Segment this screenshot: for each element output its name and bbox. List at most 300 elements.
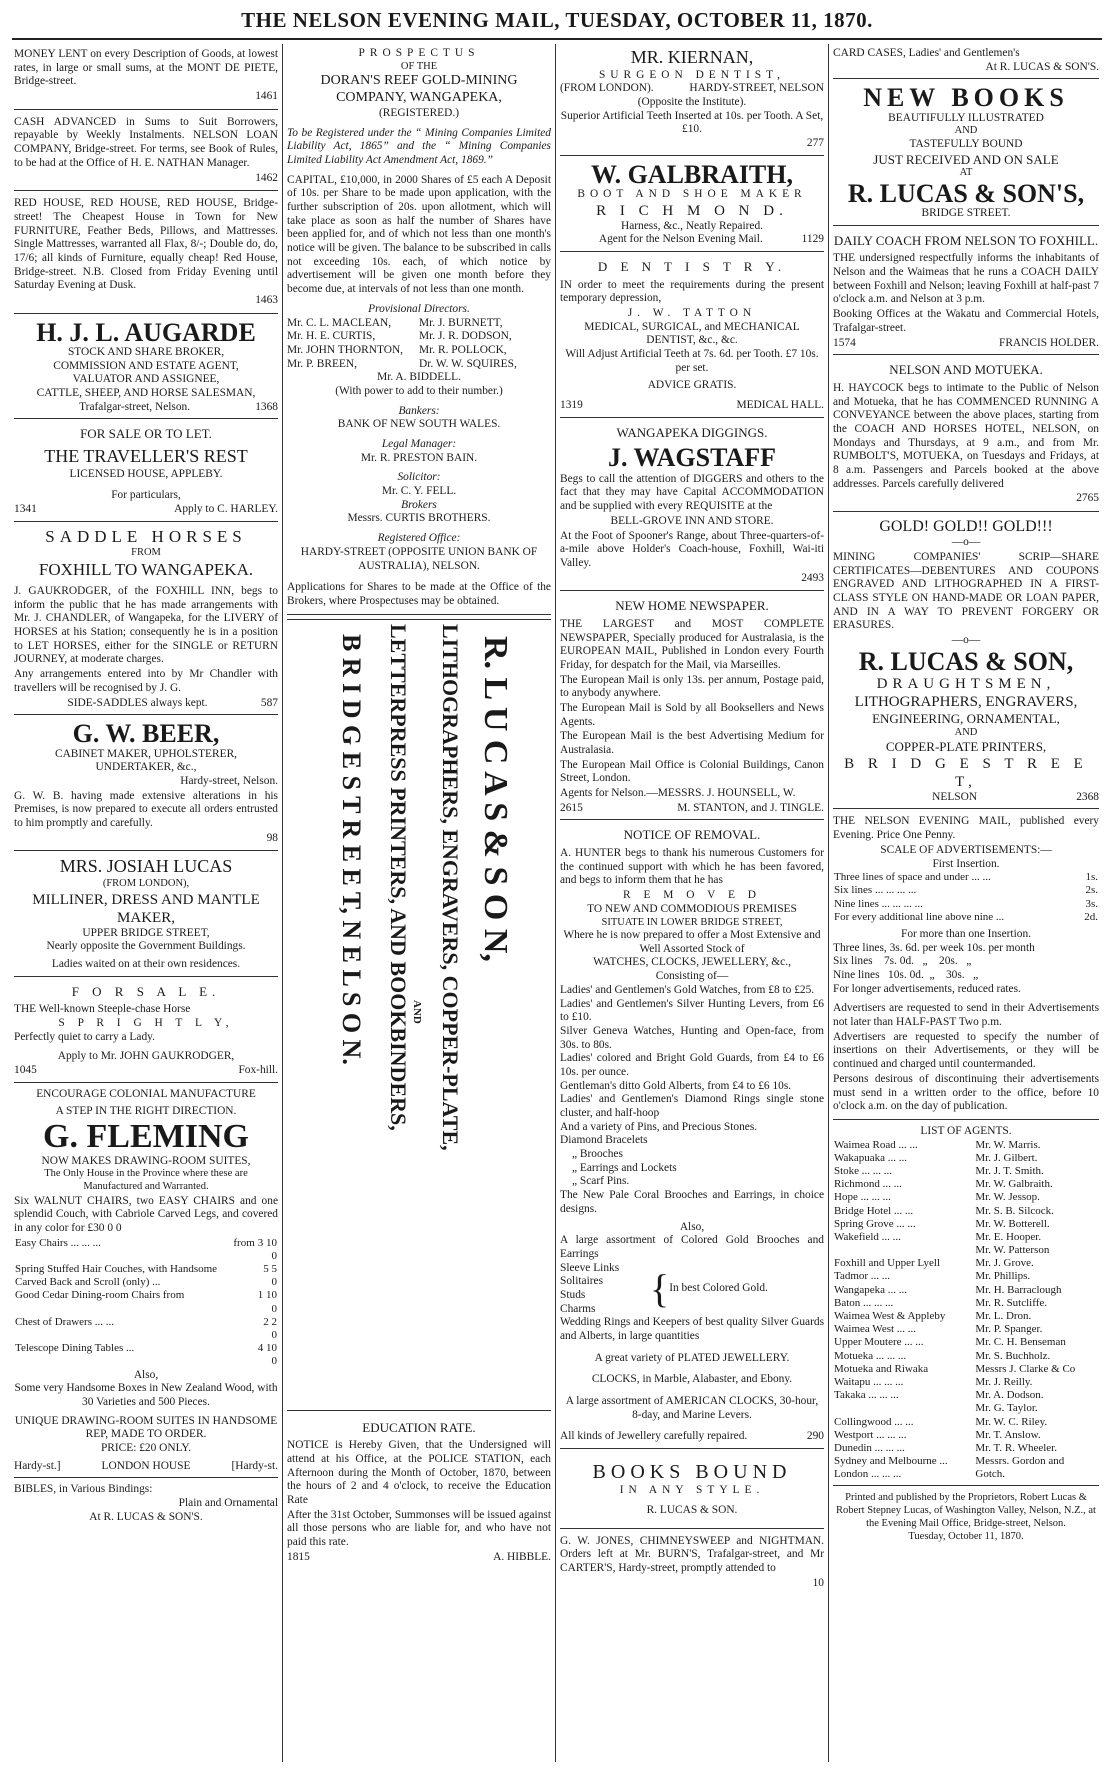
table-cell: Waitapu ... ... ...: [834, 1375, 904, 1388]
table-cell: Mr. W. Galbraith.: [975, 1178, 1053, 1191]
list-item: „ Earrings and Lockets: [572, 1161, 677, 1174]
ad-line: At R. LUCAS & SON'S.: [985, 60, 1099, 73]
ad-line: A. HIBBLE.: [493, 1550, 551, 1563]
ad-line: A great variety of PLATED JEWELLERY.: [594, 1351, 790, 1364]
table-cell: For every additional line above nine ...: [834, 910, 1005, 923]
ad-line: AT: [959, 167, 973, 179]
table-row: [833, 1389, 1099, 1402]
ad-line: BELL-GROVE INN AND STORE.: [610, 514, 774, 527]
table-cell: Mr. Phillips.: [975, 1270, 1031, 1283]
ad-title: MILLINER, DRESS AND MANTLE: [32, 891, 260, 908]
table-row: [14, 1289, 278, 1315]
table-row: [833, 911, 1099, 924]
ad-number: 2615: [560, 801, 583, 814]
table-cell: Motueka ... ... ...: [834, 1349, 907, 1362]
ad-line: SITUATE IN LOWER BRIDGE STREET,: [601, 916, 783, 928]
ad-number: 98: [266, 831, 278, 844]
ad-line: Some very Handsome Boxes in New Zealand Wood, with 30 Varieties and 500 Pieces.: [14, 1382, 278, 1408]
ad-jones-chimneysweep: [560, 1531, 824, 1596]
column-3: [560, 44, 824, 1762]
table-cell: Hope ... ... ...: [834, 1191, 891, 1204]
ad-line: The Only House in the Province where these are Manufactured and Warranted.: [44, 1168, 248, 1192]
table-cell: Chest of Drawers ... ...: [15, 1315, 114, 1328]
ad-text: NOTICE is Hereby Given, that the Undersigned will attend at his Office, at the POLICE STATION, each Afternoon during the Month of October, 1870, between the hours of 2 and 4 o'clock, to receive the Education Rate: [287, 1439, 551, 1506]
ad-text: After the 31st October, Summonses will be issued against all those persons who are liable for, and who have not paid this rate.: [287, 1508, 551, 1548]
table-cell: Mr. J. T. Smith.: [975, 1164, 1044, 1177]
table-row: [833, 898, 1099, 911]
ad-line: Nearly opposite the Government Buildings.: [46, 940, 246, 953]
list-item: Ladies' and Gentlemen's Diamond Rings single stone cluster, and half-hoop: [560, 1093, 824, 1120]
ad-line: HARDY-STREET (OPPOSITE UNION BANK OF AUSTRALIA), NELSON.: [300, 545, 538, 572]
ornament: —o—: [951, 536, 981, 549]
ad-line: Perfectly quiet to carry a Lady.: [14, 1030, 155, 1043]
ad-line: JUST RECEIVED AND ON SALE: [873, 151, 1059, 167]
table-row: [833, 1231, 1099, 1244]
ad-text: MONEY LENT on every Description of Goods, at lowest rates, in large or small sums, at the MONT DE PIETE, Bridge-street.: [14, 48, 278, 88]
table-cell: Takaka ... ... ...: [834, 1389, 899, 1402]
director: Mr. R. POLLOCK,: [419, 343, 507, 356]
ad-line: A large assortment of AMERICAN CLOCKS, 30-hour, 8-day, and Marine Levers.: [565, 1395, 819, 1421]
table-cell: Mr. H. Barraclough: [975, 1283, 1062, 1296]
ad-text: The European Mail is Sold by all Booksellers and News Agents.: [560, 701, 824, 728]
table-cell: Good Cedar Dining-room Chairs from: [15, 1289, 185, 1302]
table-row: [833, 1402, 1099, 1415]
table-cell: Easy Chairs ... ... ...: [15, 1236, 101, 1249]
ad-line: For longer advertisements, reduced rates.: [833, 982, 1021, 995]
ornament: —o—: [951, 634, 981, 646]
table-cell: from: [233, 1236, 255, 1249]
ad-line: Ladies waited on at their own residences.: [51, 957, 241, 970]
table-cell: Nine lines ... ... ... ...: [834, 897, 923, 910]
ad-line: VALUATOR AND ASSIGNEE,: [72, 373, 220, 386]
table-row: [833, 1270, 1099, 1283]
ad-text: BIBLES, in Various Bindings:: [14, 1483, 153, 1496]
ad-heading: GOLD! GOLD!! GOLD!!!: [879, 518, 1053, 535]
list-item: Charms: [560, 1302, 596, 1315]
ad-line: (FROM LONDON).: [560, 82, 654, 95]
list-item: Ladies' and Gentlemen's Silver Hunting Levers, from £6 to £10.: [560, 997, 824, 1024]
ad-number: 10: [812, 1576, 824, 1589]
ad-line: Registered Office:: [377, 532, 461, 545]
banner-line: LITHOGRAPHERS, ENGRAVERS, COPPER-PLATE,: [438, 623, 463, 1151]
ad-address: HARDY-STREET, NELSON: [689, 82, 824, 95]
table-row: [833, 1178, 1099, 1191]
ad-text: A large assortment of Colored Gold Brooches and Earrings: [560, 1234, 824, 1260]
ad-title: SADDLE HORSES: [45, 526, 247, 546]
ad-text: Six WALNUT CHAIRS, two EASY CHAIRS and one splendid Couch, with Cabriole Carved Legs, and covered in any color for £30 0 0: [14, 1194, 278, 1234]
ad-line: TO NEW AND COMMODIOUS PREMISES: [587, 902, 797, 915]
ad-title: R. LUCAS & SON,: [858, 646, 1074, 676]
ad-title: J. W. TATTON: [627, 307, 757, 320]
column-1: [14, 44, 278, 1762]
table-cell: Mr. C. H. Benseman: [975, 1336, 1066, 1349]
ad-number: 587: [260, 696, 278, 709]
ad-line: Mr. C. Y. FELL.: [381, 485, 457, 498]
ad-line: ENGINEERING, ORNAMENTAL,: [872, 710, 1060, 726]
list-item: Ladies' and Gentlemen's Gold Watches, from £8 to £25.: [560, 983, 815, 996]
ad-line: In best Colored Gold.: [669, 1282, 768, 1295]
ad-number: 277: [806, 137, 824, 150]
banner-line: R. L U C A S & S O N,: [477, 635, 514, 962]
rate-line: Three lines, 3s. 6d. per week 10s. per month: [833, 941, 1035, 954]
ad-number: 1368: [255, 400, 278, 413]
ad-text: THE undersigned respectfully informs the inhabitants of Nelson and the Waimeas that he runs a COACH DAILY between Foxhill and Nelson; leaving Foxhill at half-past 7 o'clock a.m. and Nelson at 3 p.m.: [833, 252, 1099, 306]
table-row: [14, 1316, 278, 1342]
ad-wangapeka-diggings: [560, 420, 824, 591]
ad-line: Mr. R. PRESTON BAIN.: [360, 451, 478, 464]
ad-heading: DORAN'S REEF GOLD-MINING COMPANY, WANGAPEKA,: [320, 73, 518, 106]
ad-line: COPPER-PLATE PRINTERS,: [885, 739, 1047, 755]
ad-heading: FOR SALE OR TO LET.: [80, 426, 212, 442]
ad-line: Apply to C. HARLEY.: [174, 502, 278, 515]
table-cell: Collingwood ... ...: [834, 1415, 914, 1428]
table-cell: [833, 1244, 974, 1257]
brace-icon: {: [650, 1265, 670, 1311]
table-row: [833, 1139, 1099, 1152]
table-cell: Tadmor ... ...: [834, 1270, 891, 1283]
ad-heading: WANGAPEKA DIGGINGS.: [616, 424, 768, 440]
ad-address: BRIDGE STREET.: [921, 207, 1011, 220]
ad-bibles: [14, 1480, 278, 1528]
table-cell: 2 2 0: [263, 1315, 277, 1341]
ad-line: UNIQUE DRAWING-ROOM SUITES IN HANDSOME REP, MADE TO ORDER.: [14, 1414, 278, 1441]
ad-address: UPPER BRIDGE STREET,: [82, 926, 210, 939]
ad-text: CARD CASES, Ladies' and Gentlemen's: [833, 47, 1020, 59]
directors-list: [287, 317, 551, 372]
list-item: The New Pale Coral Brooches and Earrings, in choice designs.: [560, 1189, 824, 1215]
ad-heading: EDUCATION RATE.: [362, 1419, 476, 1435]
ad-red-house: [14, 193, 278, 314]
ad-fleming: [14, 1085, 278, 1479]
ad-heading: W. GALBRAITH,: [590, 159, 794, 189]
table-row: [833, 1284, 1099, 1297]
table-row: [833, 1363, 1099, 1376]
ad-heading: MRS. JOSIAH LUCAS: [59, 856, 233, 877]
table-cell: Three lines of space and under ... ...: [834, 871, 991, 884]
ad-address: NELSON: [932, 790, 978, 803]
ad-line: UNDERTAKER, &c.,: [95, 761, 197, 774]
ad-line: TASTEFULLY BOUND: [909, 137, 1023, 150]
ad-line: R. LUCAS & SON.: [646, 1503, 738, 1516]
table-row: [833, 1310, 1099, 1323]
ad-line: WATCHES, CLOCKS, JEWELLERY, &c.,: [593, 956, 791, 969]
ad-heading: D E N T I S T R Y.: [597, 259, 787, 275]
ad-line: All kinds of Jewellery carefully repaired.: [560, 1430, 748, 1443]
ad-line: Provisional Directors.: [368, 302, 470, 315]
ad-text: Booking Offices at the Wakatu and Commercial Hotels, Trafalgar-street.: [833, 308, 1099, 334]
table-cell: Dunedin ... ... ...: [834, 1441, 905, 1454]
ad-line: Also,: [679, 1220, 705, 1233]
table-cell: [833, 1402, 974, 1415]
director: Mr. H. E. CURTIS,: [287, 330, 376, 343]
table-row: [833, 1191, 1099, 1204]
table-cell: Mr. A. Dodson.: [975, 1389, 1044, 1402]
table-cell: Wakefield ... ...: [834, 1230, 901, 1243]
imprint: [833, 1488, 1099, 1548]
director: Mr. A. BIDDELL.: [377, 371, 461, 384]
ad-number: 1815: [287, 1550, 310, 1563]
ad-title: SURGEON DENTIST,: [598, 68, 786, 81]
ad-text: Applications for Shares to be made at the Office of the Brokers, where Prospectuses may be obtained.: [287, 581, 551, 607]
table-cell: Mr. T. R. Wheeler.: [975, 1441, 1057, 1454]
ad-line: First Insertion.: [932, 857, 1000, 870]
table-cell: Mr. G. Taylor.: [975, 1402, 1038, 1415]
ad-title: R I C H M O N D.: [596, 202, 788, 219]
ad-heading: SCALE OF ADVERTISEMENTS:—: [880, 843, 1052, 856]
ad-line: At R. LUCAS & SON'S.: [89, 1510, 203, 1523]
ad-augarde: [14, 316, 278, 420]
ad-line: COMMISSION AND ESTATE AGENT,: [53, 359, 239, 372]
ad-line: Agent for the Nelson Evening Mail.: [598, 233, 763, 246]
table-cell: Mr. W. Patterson: [975, 1244, 1050, 1257]
ad-number: 2765: [1076, 492, 1099, 505]
ad-mrs-lucas: [14, 853, 278, 976]
ad-title: THE TRAVELLER'S REST: [44, 446, 248, 467]
imprint-text: Printed and published by the Proprietors, Robert Lucas & Robert Stepney Lucas, of Washington Valley, Nelson, N.Z., at the Evening Mail Office, Bridge-street, Nelson.: [836, 1492, 1096, 1529]
list-item: Silver Geneva Watches, Hunting and Open-face, from 30s. to 80s.: [560, 1024, 824, 1051]
ad-line: ADVICE GRATIS.: [647, 379, 737, 392]
ad-address: Hardy-street, Nelson.: [180, 774, 278, 787]
table-cell: [232, 1263, 255, 1289]
ad-education-rate: [287, 1415, 551, 1569]
table-cell: Mr. W. Botterell.: [975, 1217, 1050, 1230]
table-row: [833, 1429, 1099, 1442]
table-cell: 1s.: [1085, 871, 1098, 884]
table-row: [833, 1152, 1099, 1165]
list-of-agents: [833, 1122, 1099, 1487]
ad-line: Consisting of—: [655, 970, 729, 983]
table-cell: 1 10 0: [257, 1289, 277, 1315]
director: Mr. C. L. MACLEAN,: [287, 316, 392, 329]
ad-line: CATTLE, SHEEP, AND HORSE SALESMAN,: [36, 387, 256, 400]
ad-heading: F O R S A L E.: [71, 983, 221, 999]
ad-heading: NELSON AND MOTUEKA.: [889, 362, 1043, 378]
table-row: [833, 1165, 1099, 1178]
ad-number: 1341: [14, 502, 37, 515]
ad-text: The European Mail Office is Colonial Buildings, Canon Street, London.: [560, 758, 824, 785]
ad-line: BOOT AND SHOE MAKER: [577, 188, 807, 201]
ad-text: Any arrangements entered into by Mr Chandler with travellers will be recognised by J. G.: [14, 668, 278, 694]
table-cell: Spring Stuffed Hair Couches, with Handsome Carved Back and Scroll (only) ...: [15, 1263, 218, 1289]
ad-books-bound: [560, 1451, 824, 1528]
ad-number: 1319: [560, 399, 583, 412]
table-cell: Messrs J. Clarke & Co: [975, 1362, 1076, 1375]
imprint-date: Tuesday, October 11, 1870.: [908, 1531, 1024, 1543]
ad-number: 1463: [255, 294, 278, 306]
column-divider: [282, 44, 283, 1762]
list-item: Sleeve Links: [560, 1261, 620, 1274]
table-cell: Six lines ... ... ... ...: [834, 884, 917, 897]
ad-line: FROM: [131, 547, 161, 559]
ad-title: J. WAGSTAFF: [607, 443, 777, 473]
rate-line: Six lines 7s. 0d. „ 20s. „: [833, 955, 972, 968]
ad-line: AND: [954, 125, 978, 137]
ad-line: Will Adjust Artificial Teeth at 7s. 6d. per Tooth. £7 10s. per set.: [565, 348, 819, 374]
ad-line: A STEP IN THE RIGHT DIRECTION.: [55, 1105, 237, 1118]
ad-text: Persons desirous of discontinuing their advertisements must send in a written order to the office, before 10 o'clock a.m. on the day of publication.: [833, 1072, 1099, 1113]
table-cell: Waimea West ... ...: [834, 1323, 917, 1336]
ad-title: R E M O V E D: [623, 889, 761, 902]
table-row: [833, 1323, 1099, 1336]
table-row: [833, 1205, 1099, 1218]
ad-address: Trafalgar-street, Nelson.: [79, 400, 191, 413]
table-row: [833, 1297, 1099, 1310]
table-cell: [232, 1316, 255, 1342]
ad-new-books: [833, 81, 1099, 225]
list-item: Gentleman's ditto Gold Alberts, from £4 to £6 10s.: [560, 1079, 792, 1092]
ad-text: Begs to call the attention of DIGGERS and others to the fact that they may have Capital ACCOMMODATION and be supplied with every REQUISITE at the: [560, 472, 824, 513]
list-item: Studs: [560, 1288, 586, 1301]
ad-nelson-motueka: [833, 357, 1099, 512]
table-cell: Mr. S. Buchholz.: [975, 1349, 1051, 1362]
column-divider: [828, 44, 829, 1762]
ad-title: FOXHILL TO WANGAPEKA.: [38, 559, 254, 579]
banner-line: LETTERPRESS PRINTERS, AND BOOKBINDERS,: [386, 623, 411, 1131]
ad-line: FRANCIS HOLDER.: [999, 336, 1099, 349]
ad-text: MINING COMPANIES' SCRIP—SHARE CERTIFICATES—DEBENTURES AND COUPONS ENGRAVED AND LITHOGRAPHED IN A FIRST-CLASS STYLE ON HAND-MADE OR LOAN PAPER, AND IN A WAY TO PREVENT FORGERY OR ERASURES.: [833, 550, 1099, 632]
table-cell: Mr. E. Hooper.: [975, 1230, 1042, 1243]
list-item: „ Brooches: [572, 1148, 623, 1161]
ad-line: (FROM LONDON),: [102, 877, 190, 889]
ad-heading: DAILY COACH FROM NELSON TO FOXHILL.: [833, 232, 1099, 248]
table-row: [833, 1244, 1099, 1257]
table-cell: 2s.: [1085, 884, 1098, 897]
ad-line: PRICE: £20 ONLY.: [100, 1441, 192, 1454]
ad-beer: [14, 717, 278, 851]
table-cell: Mr. L. Dron.: [975, 1310, 1032, 1323]
table-cell: [232, 1342, 255, 1368]
ad-line: For more than one Insertion.: [900, 927, 1031, 940]
table-cell: Mr. W. Jessop.: [975, 1191, 1040, 1204]
ad-line: Harness, &c., Neatly Repaired.: [620, 219, 764, 232]
ad-line: DRAUGHTSMEN,: [876, 675, 1056, 692]
list-item: Ladies' colored and Bright Gold Guards, from £4 to £6 10s. per ounce.: [560, 1052, 824, 1078]
table-cell: Baton ... ... ...: [834, 1296, 894, 1309]
column-4: [833, 44, 1099, 1762]
table-row: [833, 1416, 1099, 1429]
table-cell: Richmond ... ...: [834, 1178, 902, 1191]
ad-line: Apply to Mr. JOHN GAUKRODGER,: [57, 1050, 235, 1063]
table-cell: Mr. W. Marris.: [975, 1138, 1041, 1151]
ad-title: MAKER,: [117, 909, 175, 926]
ad-for-sale-horse: [14, 979, 278, 1083]
ad-title: S P R I G H T L Y,: [58, 1016, 234, 1029]
ad-line: AND: [954, 726, 978, 738]
ad-line: Plain and Ornamental: [178, 1497, 278, 1509]
ad-line: STOCK AND SHARE BROKER,: [67, 345, 225, 358]
table-cell: Spring Grove ... ...: [834, 1217, 916, 1230]
ad-for-sale-or-let: [14, 421, 278, 521]
table-cell: Stoke ... ... ...: [834, 1164, 893, 1177]
table-cell: Gotch.: [975, 1468, 1006, 1481]
director: Mr. J. BURNETT,: [419, 316, 503, 329]
ad-line: LICENSED HOUSE, APPLEBY.: [69, 467, 223, 480]
ad-text: G. W. JONES, CHIMNEYSWEEP and NIGHTMAN. Orders left at Mr. BURN'S, Trafalgar-street, and Mr CARTER'S, Hardy-street, promptly attended to: [560, 1534, 824, 1574]
director: Mr. P. BREEN,: [287, 357, 357, 370]
ad-text: THE NELSON EVENING MAIL, published every Evening. Price One Penny.: [833, 815, 1099, 842]
ad-cash-advanced: [14, 112, 278, 191]
table-cell: Mr. J. Gilbert.: [975, 1151, 1038, 1164]
list-item: Solitaires: [560, 1275, 604, 1288]
table-row: [833, 871, 1099, 884]
ad-text: Agents for Nelson.—MESSRS. J. HOUNSELL, W.: [560, 787, 796, 800]
table-row: [833, 1455, 1099, 1468]
ad-text: H. HAYCOCK begs to intimate to the Public of Nelson and Motueka, that he has COMMENCED RUNNING A CONVEYANCE between the above places, starting from the COACH AND HORSES HOTEL, NELSON, on Mondays and Thursdays, at 9 a.m., and from Mr. RUMBOLT'S, MOTUEKA, on Tuesdays and Fridays, at 8 a.m. Passengers and Parcels booked at the above addresses. Parcels carefully delivered: [833, 381, 1099, 490]
ad-text: IN order to meet the requirements during the present temporary depression,: [560, 278, 824, 305]
ad-line: For particulars,: [111, 489, 181, 502]
list-item: Diamond Bracelets: [560, 1134, 648, 1147]
table-row: [833, 1336, 1099, 1349]
ad-line: NOW MAKES DRAWING-ROOM SUITES,: [41, 1154, 251, 1167]
table-cell: Bridge Hotel ... ...: [834, 1204, 914, 1217]
ad-heading: G. W. BEER,: [72, 719, 220, 749]
ad-line: OF THE: [400, 60, 438, 72]
ad-text: Superior Artificial Teeth Inserted at 10s. per Tooth. A Set, £10.: [560, 109, 824, 136]
ad-heading: NEW HOME NEWSPAPER.: [615, 598, 769, 614]
table-cell: Sydney and Melbourne ...: [834, 1455, 948, 1468]
ad-text: Advertisers are requested to specify the number of insertions on their Advertisements, or they will be continued and charged until countermanded.: [833, 1030, 1099, 1071]
ad-number: 1129: [801, 233, 824, 246]
table-row: [833, 1218, 1099, 1231]
table-row: [833, 1468, 1099, 1481]
table-cell: Mr. S. B. Silcock.: [975, 1204, 1054, 1217]
ad-line: Where he is now prepared to offer a Most Extensive and Well Assorted Stock of: [563, 929, 821, 955]
ad-text: A. HUNTER begs to thank his numerous Customers for the continued support with which he has been favored, and begs to inform them that he has: [560, 847, 824, 887]
ad-line: Bankers:: [398, 404, 440, 417]
director: Dr. W. W. SQUIRES,: [419, 357, 517, 370]
rate-table: [833, 871, 1099, 924]
ad-notice-of-removal: [560, 822, 824, 1449]
ad-line: (Opposite the Institute).: [637, 95, 747, 108]
table-cell: Messrs. Gordon and: [975, 1455, 1065, 1468]
ad-gold-lucas: [833, 514, 1099, 809]
ad-line: IN ANY STYLE.: [619, 1484, 765, 1497]
ad-heading: BOOKS BOUND: [592, 1461, 792, 1484]
ad-kiernan: [560, 44, 824, 156]
table-row: [14, 1263, 278, 1289]
table-cell: 4 10 0: [257, 1342, 277, 1368]
list-item: „ Scarf Pins.: [572, 1175, 630, 1188]
ad-line: Also,: [133, 1368, 159, 1381]
ad-text: At the Foot of Spooner's Range, about Three-quarters-of-a-mile above Holder's Coach-house, Foxhill, Wai-iti Valley.: [560, 529, 824, 569]
ad-number: 1045: [14, 1063, 37, 1076]
ad-line: ENCOURAGE COLONIAL MANUFACTURE: [36, 1087, 256, 1100]
table-cell: Wakapuaka ... ...: [834, 1151, 908, 1164]
table-cell: Mr. P. Spanger.: [975, 1323, 1043, 1336]
ad-line: Solicitor:: [397, 471, 441, 484]
table-cell: Motueka and Riwaka: [834, 1362, 929, 1375]
ad-line: M. STANTON, and J. TINGLE.: [677, 801, 824, 814]
table-cell: Waimea West & Appleby: [834, 1310, 946, 1323]
ad-title: PROSPECTUS: [358, 47, 480, 59]
table-row: [833, 1442, 1099, 1455]
ad-line: CLOCKS, in Marble, Alabaster, and Ebony.: [591, 1373, 793, 1386]
table-row: [833, 1350, 1099, 1363]
ad-line: Brokers: [401, 498, 437, 511]
table-row: [833, 1257, 1099, 1270]
ad-heading: G. FLEMING: [43, 1118, 249, 1155]
ad-text: G. W. B. having made extensive alterations in his Premises, is now prepared to execute all orders entrusted to him promptly and carefully.: [14, 789, 278, 829]
ad-line: CABINET MAKER, UPHOLSTERER,: [54, 747, 238, 760]
table-cell: 2d.: [1084, 910, 1098, 923]
ad-text: To be Registered under the “ Mining Companies Limited Liability Act, 1865” and the “ Mining Companies Limited Liability Act Amendment Act, 1869.”: [287, 126, 551, 166]
ad-line: Legal Manager:: [381, 438, 457, 450]
table-cell: Mr. R. Sutcliffe.: [975, 1296, 1047, 1309]
ad-daily-coach: [833, 228, 1099, 355]
ad-line: B R I D G E S T R E E T,: [844, 755, 1088, 790]
rate-line: Nine lines 10s. 0d. „ 30s. „: [833, 969, 979, 982]
ad-line: BANK OF NEW SOUTH WALES.: [337, 418, 501, 431]
